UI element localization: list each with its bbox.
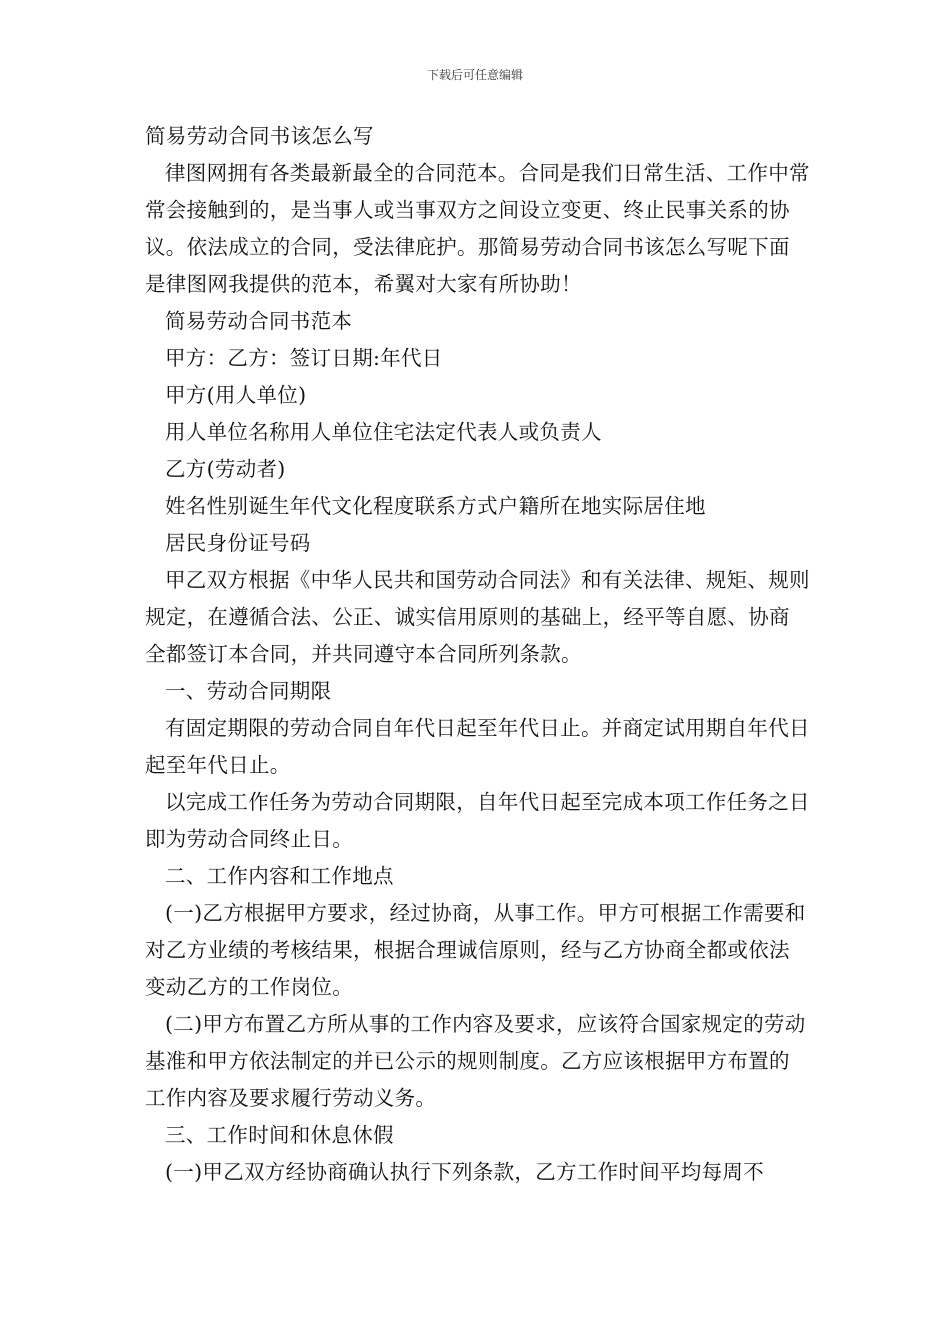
document-body [145,118,810,1191]
paragraph: (二)甲方布置乙方所从事的工作内容及要求，应该符合国家规定的劳动基准和甲方依法制定的并已公示的规则制度。乙方应该根据甲方布置的工作内容及要求履行劳动义务。 [145,1012,806,1110]
paragraph: (一)甲乙双方经协商确认执行下列条款，乙方工作时间平均每周不 [165,1160,764,1184]
paragraph: 甲乙双方根据《中华人民共和国劳动合同法》和有关法律、规矩、规则规定，在遵循合法、公正、诚实信用原则的基础上，经平等自愿、协商全都签订本合同，并共同遵守本合同所列条款。 [145,568,810,666]
section-heading: 简易劳动合同书范本 [165,309,353,333]
section-heading: 二、工作内容和工作地点 [165,864,394,888]
paragraph: 律图网拥有各类最新最全的合同范本。合同是我们日常生活、工作中常常会接触到的，是当事人或当事双方之间设立变更、终止民事关系的协议。依法成立的合同，受法律庇护。那简易劳动合同书该怎么写呢下面是律图网我提供的范本，希翼对大家有所协助！ [145,161,810,296]
paragraph: 甲方：乙方：签订日期:年代日 [165,346,443,370]
section-heading: 一、劳动合同期限 [165,679,332,703]
paragraph: 乙方(劳动者) [165,457,286,481]
section-heading: 三、工作时间和休息休假 [165,1123,394,1147]
paragraph: 以完成工作任务为劳动合同期限，自年代日起至完成本项工作任务之日即为劳动合同终止日。 [145,790,810,851]
paragraph: 甲方(用人单位) [165,383,307,407]
document-title: 简易劳动合同书该怎么写 [145,124,374,148]
page-header: 下载后可任意编辑 [426,68,523,82]
paragraph: 姓名性别诞生年代文化程度联系方式户籍所在地实际居住地 [165,494,706,518]
paragraph: 有固定期限的劳动合同自年代日起至年代日止。并商定试用期自年代日起至年代日止。 [145,716,810,777]
paragraph: 居民身份证号码 [165,531,311,555]
paragraph: 用人单位名称用人单位住宅法定代表人或负责人 [165,420,602,444]
paragraph: (一)乙方根据甲方要求，经过协商，从事工作。甲方可根据工作需要和对乙方业绩的考核结果，根据合理诚信原则，经与乙方协商全都或依法变动乙方的工作岗位。 [145,901,806,999]
